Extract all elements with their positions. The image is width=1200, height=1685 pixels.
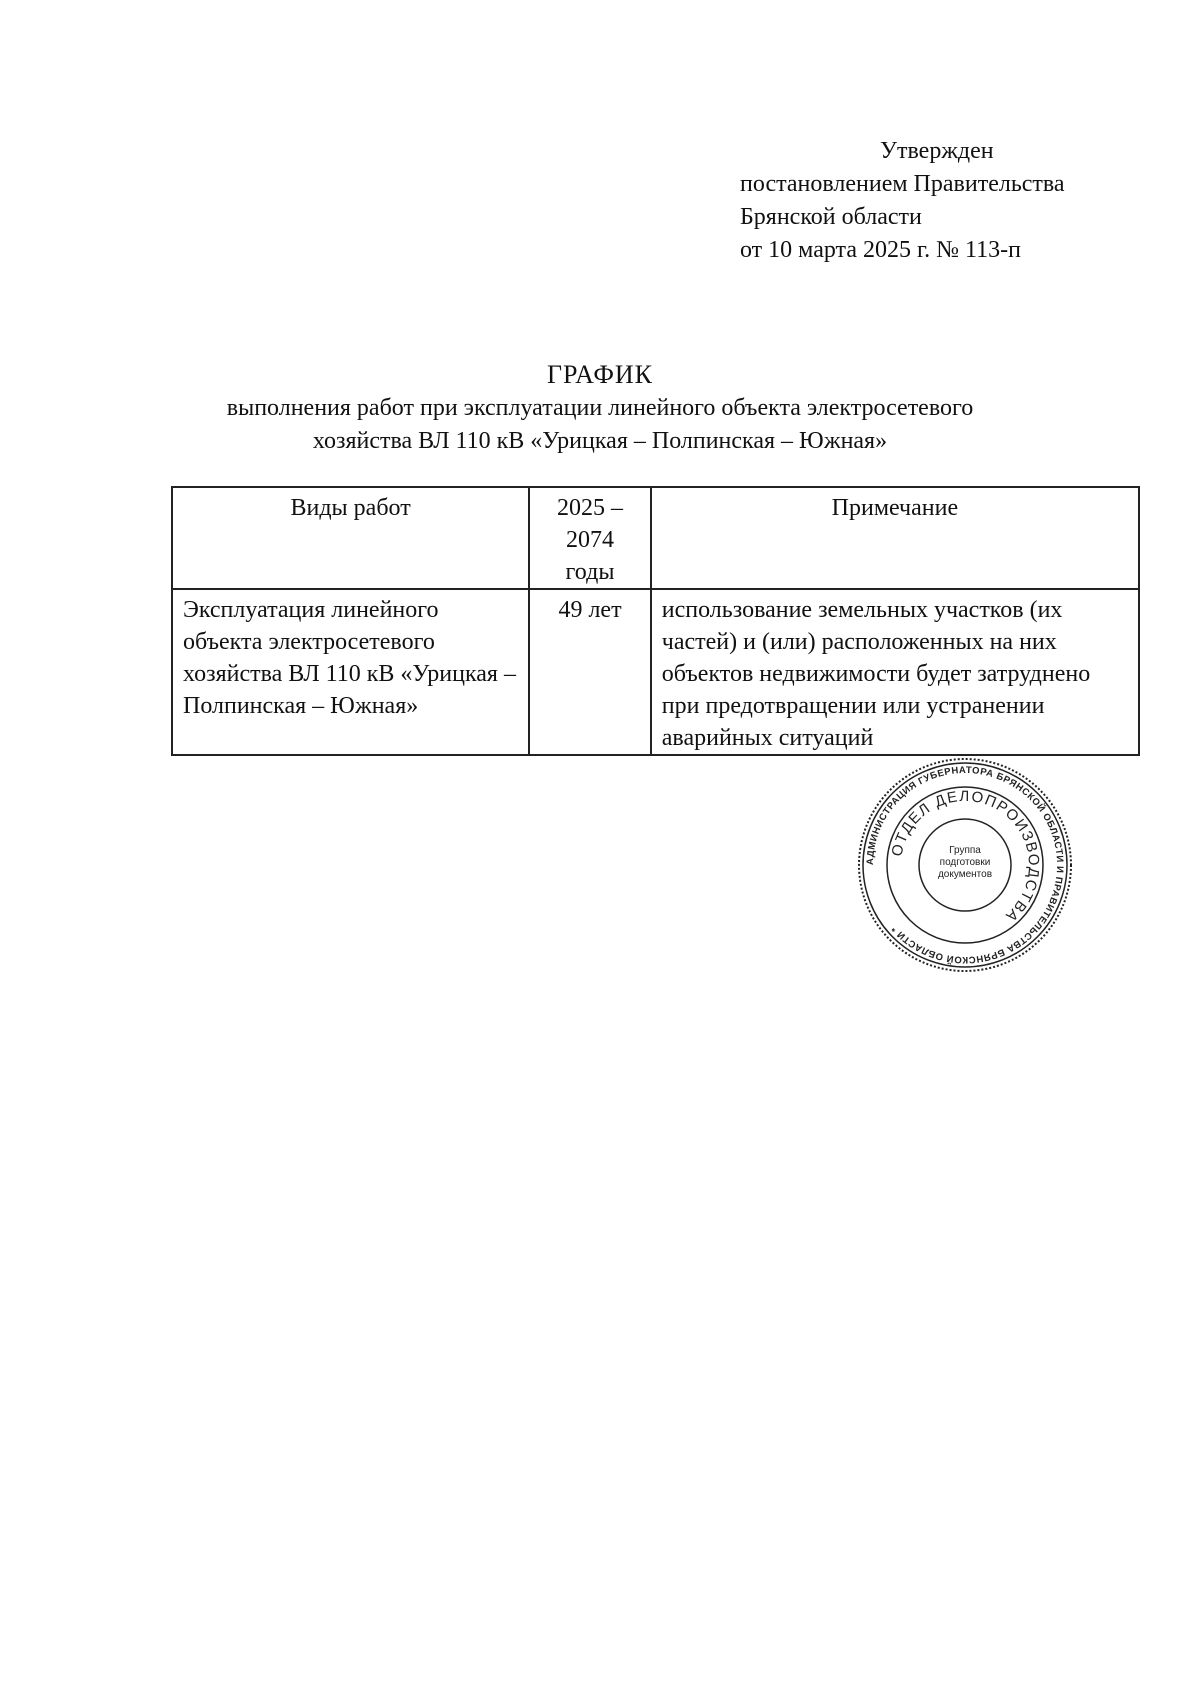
table-row — [172, 589, 1139, 755]
stamp-center-text: Группа подготовки документов — [937, 845, 993, 880]
approval-block — [740, 135, 1065, 267]
title-subtitle-line2: хозяйства ВЛ 110 кВ «Урицкая – Полпинская – Южная» — [312, 428, 888, 454]
cell-period: 49 лет — [529, 589, 651, 755]
stamp-outer-text: АДМИНИСТРАЦИЯ ГУБЕРНАТОРА БРЯНСКОЙ ОБЛАСТИ И ПРАВИТЕЛЬСТВА БРЯНСКОЙ ОБЛАСТИ * — [864, 764, 1066, 966]
schedule-table — [171, 486, 1140, 756]
stamp-inner-text: ОТДЕЛ ДЕЛОПРОИЗВОДСТВА — [888, 787, 1043, 926]
approval-line-approved: Утвержден — [880, 138, 994, 164]
title-subtitle-line1: выполнения работ при эксплуатации линейного объекта электросетевого — [226, 395, 974, 421]
header-note: Примечание — [651, 487, 1139, 589]
approval-line-resolution: постановлением Правительства — [740, 171, 1065, 197]
cell-work: Эксплуатация линейного объекта электросетевого хозяйства ВЛ 110 кВ «Урицкая – Полпинская – Южная» — [172, 589, 529, 755]
header-years: 2025 – 2074 годы — [529, 487, 651, 589]
header-work-types: Виды работ — [172, 487, 529, 589]
document-title — [0, 358, 1200, 458]
cell-note: использование земельных участков (их частей) и (или) расположенных на них объектов недвижимости будет затруднено при предотвращении или устранении аварийных ситуаций — [651, 589, 1139, 755]
approval-line-date-number: от 10 марта 2025 г. № 113-п — [740, 237, 1021, 263]
official-seal-stamp — [855, 755, 1075, 975]
approval-line-region: Брянской области — [740, 204, 922, 230]
table-header-row — [172, 487, 1139, 589]
title-heading: ГРАФИК — [547, 360, 653, 389]
